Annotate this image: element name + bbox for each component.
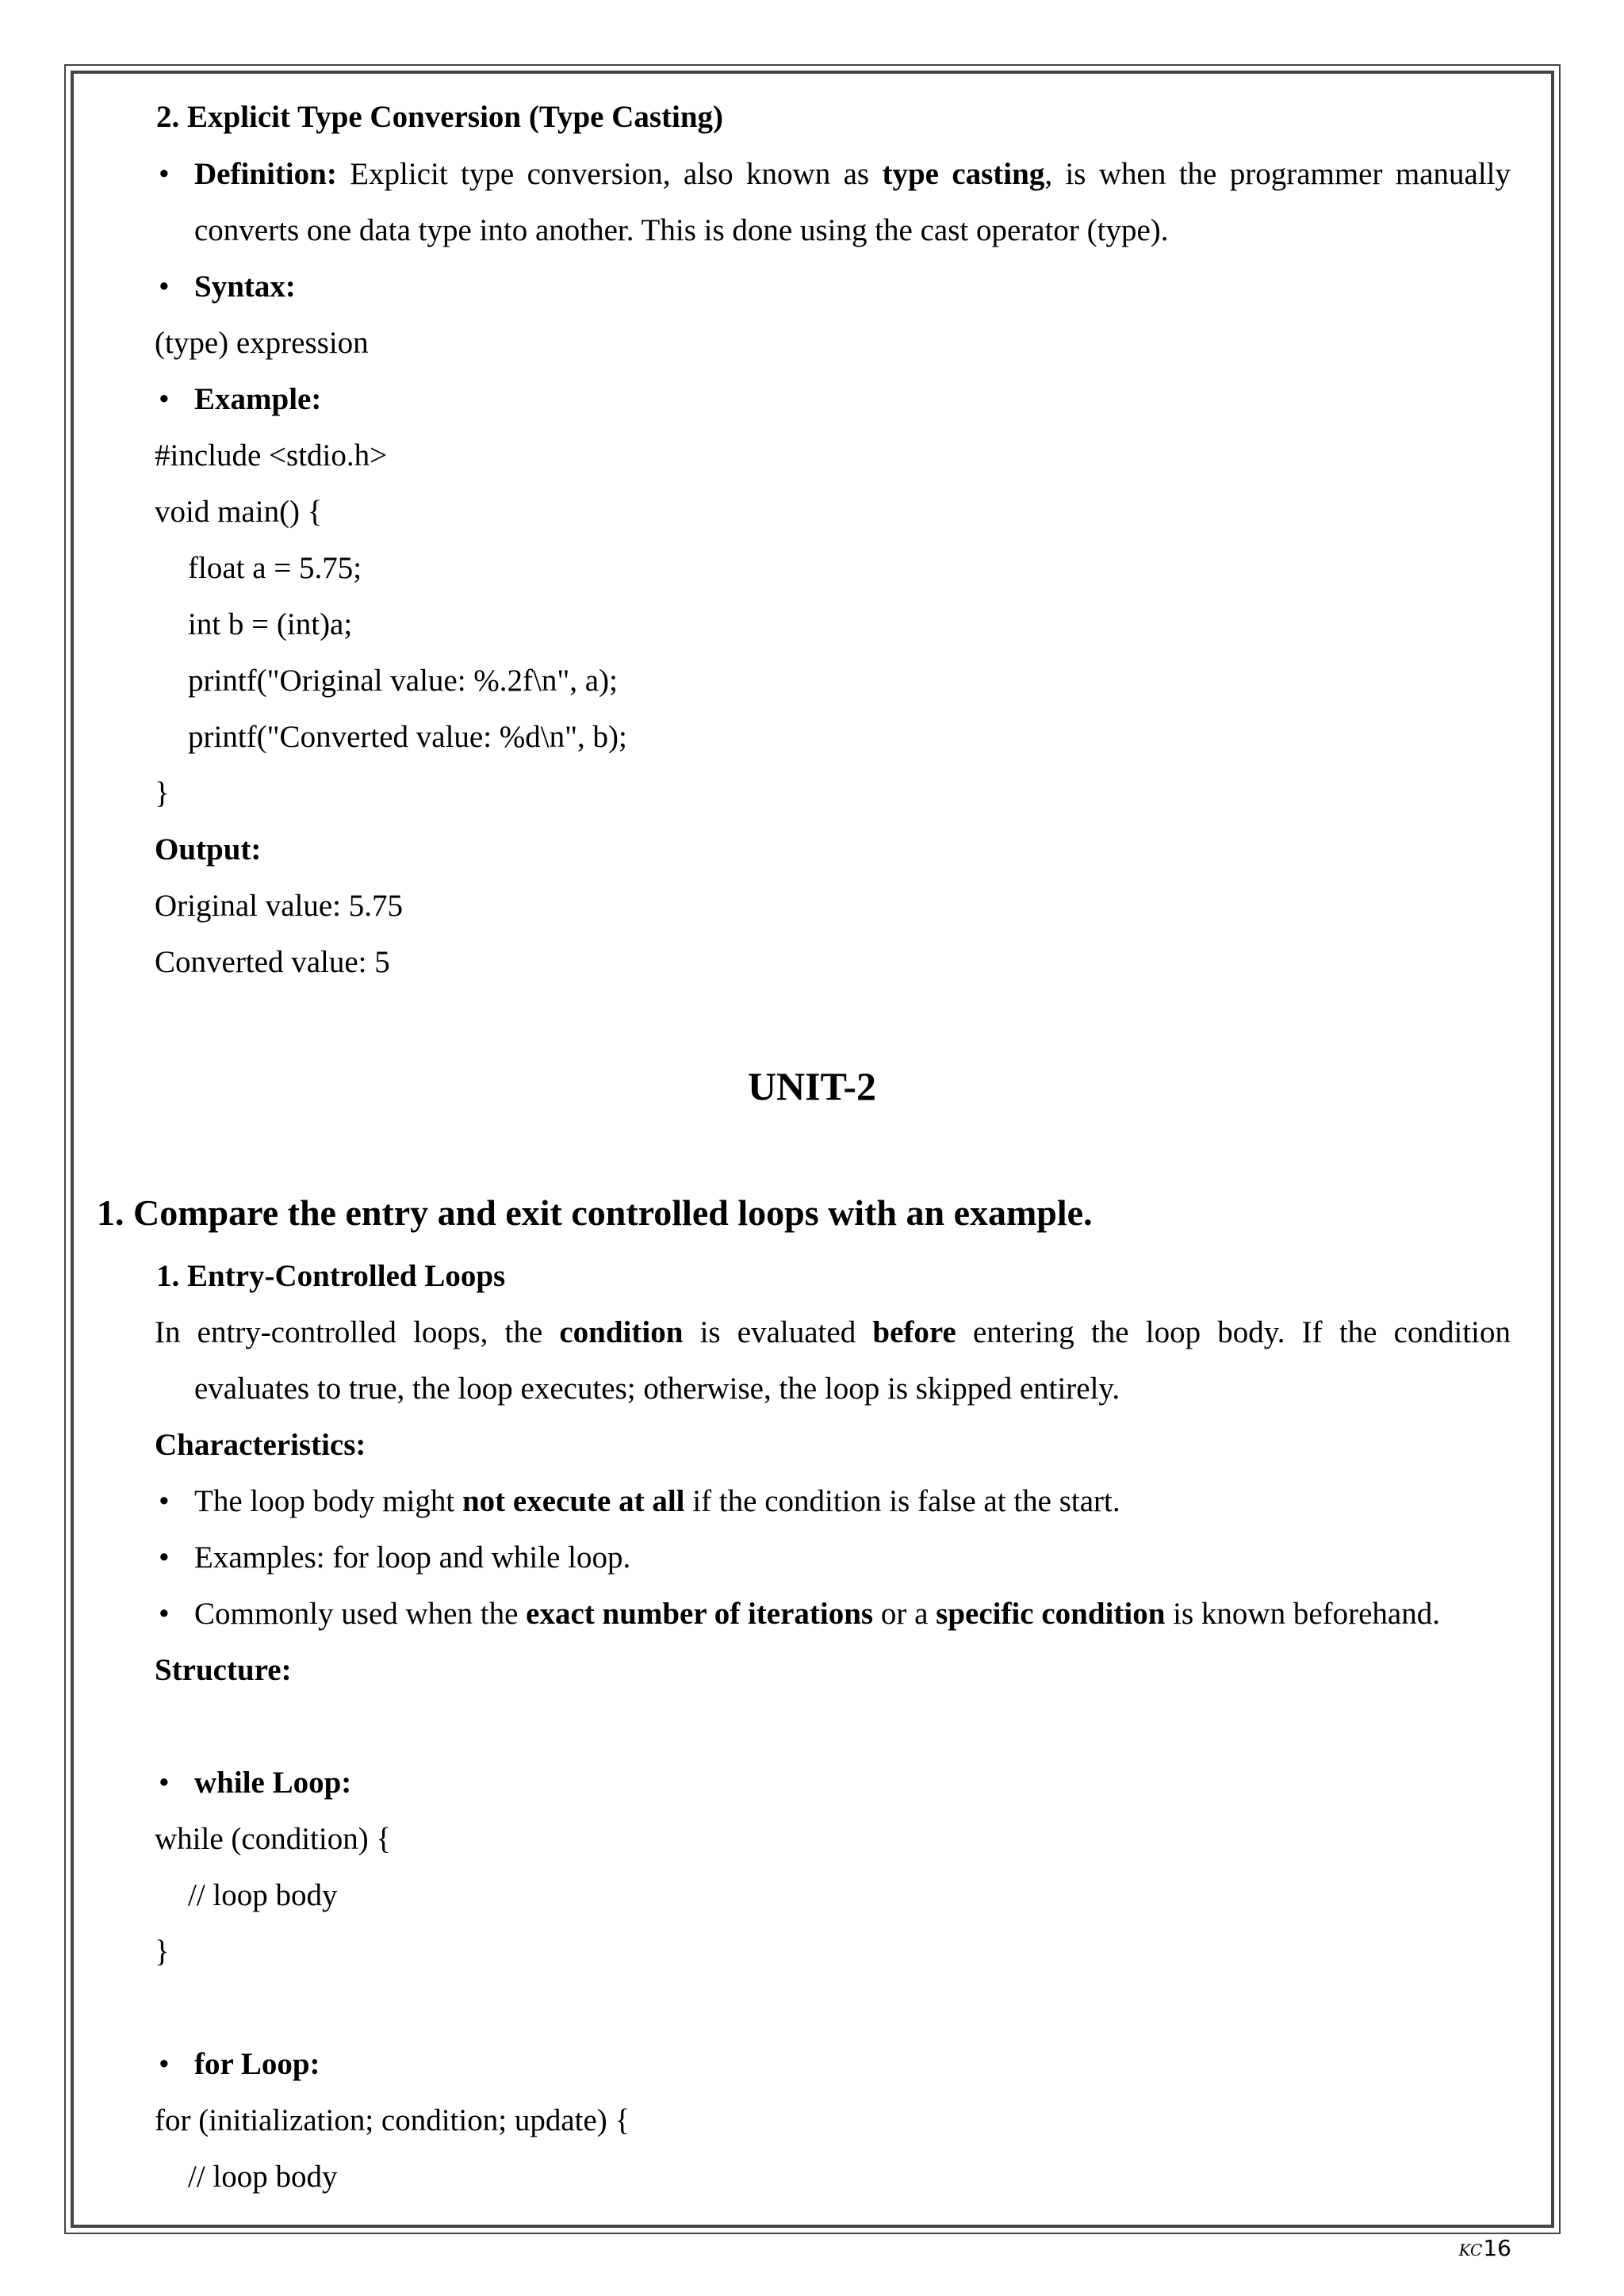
- code-line: // loop body: [188, 1878, 338, 1912]
- bullet-dot: •: [159, 157, 170, 191]
- syntax-label: Syntax:: [194, 270, 296, 304]
- syntax-line: (type) expression: [155, 326, 369, 360]
- item-text: Commonly used when the: [194, 1597, 527, 1631]
- para-text: entering the loop body. If the condition: [956, 1315, 1511, 1349]
- para-bold-before: before: [872, 1315, 956, 1349]
- question-heading: 1. Compare the entry and exit controlled loops with an example.: [97, 1192, 1093, 1233]
- characteristic-item: [194, 1594, 1440, 1635]
- item-text: or a: [873, 1597, 936, 1631]
- para-text: In entry-controlled loops, the: [155, 1315, 560, 1349]
- characteristic-item: [194, 1481, 1120, 1522]
- bullet-dot: •: [159, 1766, 170, 1800]
- bullet-dot: •: [159, 270, 170, 304]
- code-line: }: [155, 776, 170, 810]
- definition-text-2: , is when the programmer manually: [1044, 157, 1511, 191]
- code-line: }: [155, 1934, 170, 1969]
- unit-title: UNIT-2: [747, 1064, 877, 1108]
- code-line: #include <stdio.h>: [155, 438, 388, 473]
- definition-continuation: converts one data type into another. This is done using the cast operator (type).: [194, 213, 1169, 247]
- example-label: Example:: [194, 382, 322, 416]
- definition-line: [194, 154, 1511, 195]
- code-line: // loop body: [188, 2160, 338, 2194]
- para-text: is evaluated: [683, 1315, 873, 1349]
- output-line: Converted value: 5: [155, 945, 390, 979]
- item-bold: specific condition: [936, 1597, 1166, 1631]
- bullet-dot: •: [159, 2047, 170, 2081]
- characteristic-item: Examples: for loop and while loop.: [194, 1540, 631, 1575]
- explicit-heading: 2. Explicit Type Conversion (Type Casting): [156, 100, 724, 134]
- output-label: Output:: [155, 832, 262, 867]
- item-bold: not execute at all: [462, 1484, 685, 1518]
- item-text: The loop body might: [194, 1484, 462, 1518]
- bullet-dot: •: [159, 1484, 170, 1518]
- bullet-dot: •: [159, 1597, 170, 1631]
- definition-text-1: Explicit type conversion, also known as: [336, 157, 883, 191]
- page-number: 16: [1483, 2235, 1511, 2261]
- code-line: void main() {: [155, 495, 323, 529]
- entry-paragraph-line-1: [155, 1312, 1511, 1353]
- definition-bold: type casting: [882, 157, 1045, 191]
- bullet-dot: •: [159, 382, 170, 416]
- characteristics-label: Characteristics:: [155, 1428, 366, 1462]
- code-line: float a = 5.75;: [188, 551, 362, 585]
- bullet-dot: •: [159, 1540, 170, 1575]
- code-line: printf("Converted value: %d\n", b);: [188, 720, 627, 754]
- code-line: int b = (int)a;: [188, 607, 353, 641]
- for-label: for Loop:: [194, 2047, 320, 2081]
- para-bold-condition: condition: [559, 1315, 684, 1349]
- code-line: while (condition) {: [155, 1822, 392, 1856]
- item-text: if the condition is false at the start.: [684, 1484, 1120, 1518]
- entry-heading: 1. Entry-Controlled Loops: [156, 1259, 506, 1293]
- item-bold: exact number of iterations: [526, 1597, 874, 1631]
- entry-paragraph-line-2: evaluates to true, the loop executes; otherwise, the loop is skipped entirely.: [194, 1372, 1120, 1406]
- code-line: printf("Original value: %.2f\n", a);: [188, 664, 618, 698]
- code-line: for (initialization; condition; update) {: [155, 2103, 630, 2137]
- output-line: Original value: 5.75: [155, 889, 404, 923]
- structure-label: Structure:: [155, 1653, 292, 1687]
- while-label: while Loop:: [194, 1766, 352, 1800]
- item-text: is known beforehand.: [1165, 1597, 1440, 1631]
- footer-logo: KC: [1458, 2241, 1483, 2260]
- definition-label: Definition:: [194, 157, 337, 191]
- page-footer: [1459, 2234, 1511, 2264]
